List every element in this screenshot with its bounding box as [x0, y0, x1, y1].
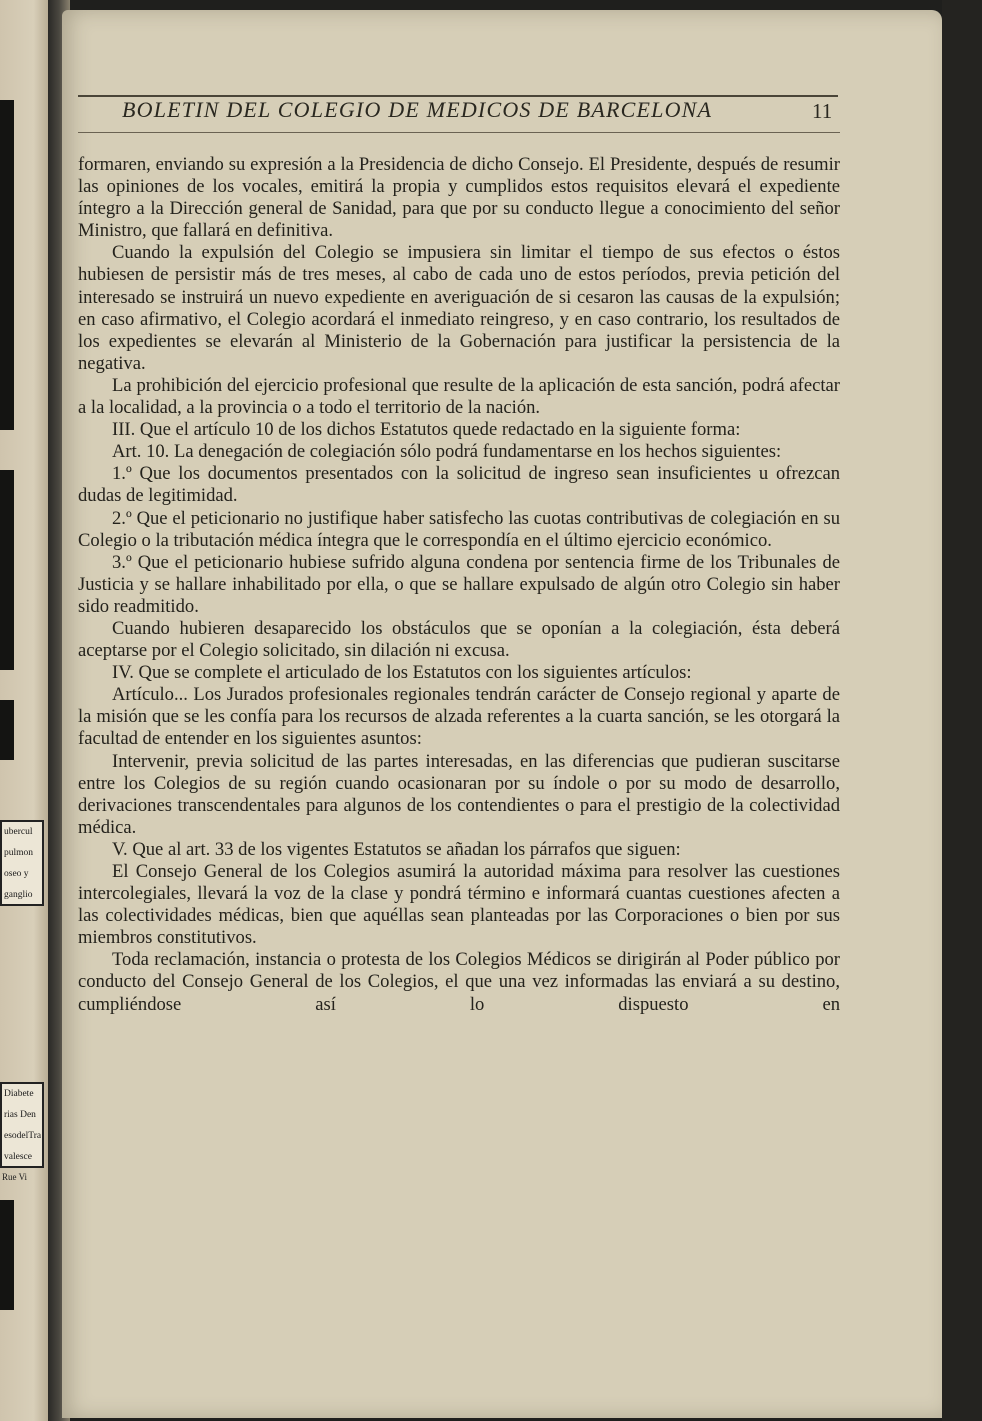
fragment-line: esodelTra [4, 1131, 42, 1141]
binding-strip [0, 0, 48, 1421]
scan-edge [942, 0, 982, 1421]
running-header-title: BOLETIN DEL COLEGIO DE MEDICOS DE BARCELONA [122, 97, 713, 122]
paragraph: formaren, enviando su expresión a la Presidencia de dicho Consejo. El Presidente, después de resumir las opiniones de los vocales, emitirá la propia y cumplidos estos requisitos elevará el expediente íntegro a la Dirección general de Sanidad, para que por su conducto llegue a conocimiento del señor Ministro, que fallará en definitiva. [78, 154, 840, 242]
page-number: 11 [812, 99, 833, 123]
paragraph: Art. 10. La denegación de colegiación sólo podrá fundamentarse en los hechos siguientes: [112, 441, 782, 463]
binding-mark [0, 100, 14, 430]
binding-mark [0, 700, 14, 760]
fragment-line: ganglio [4, 890, 33, 900]
previous-page-label-top [0, 820, 44, 906]
previous-page-label-bottom [0, 1082, 44, 1168]
paragraph: Intervenir, previa solicitud de las partes interesadas, en las diferencias que pudieran suscitarse entre los Colegios de su región cuando ocasionaran por su índole o por su modo de desarrollo, derivaciones transcendentales para algunos de los contendientes o para el prestigio de la colectividad médica. [78, 750, 840, 838]
binding-mark [0, 470, 14, 670]
paragraph: V. Que al art. 33 de los vigentes Estatutos se añadan los párrafos que siguen: [112, 838, 681, 860]
fragment-line: valesce [4, 1152, 32, 1162]
paragraph: 1.º Que los documentos presentados con la solicitud de ingreso sean insuficientes u ofrezcan dudas de legitimidad. [78, 463, 840, 507]
fragment-line: pulmon [4, 848, 34, 858]
paragraph: El Consejo General de los Colegios asumirá la autoridad máxima para resolver las cuestiones intercolegiales, llevará la voz de la clase y pondrá término e informará cuantas cuestiones afecten a las colectividades médicas, bien que aquéllas sean planteadas por las Corporaciones o bien por sus miembros constitutivos. [78, 861, 840, 949]
body-text [78, 154, 840, 1016]
header-rule [78, 132, 840, 133]
binding-mark [0, 1200, 14, 1310]
paragraph: IV. Que se complete el articulado de los Estatutos con los siguientes artículos: [112, 662, 692, 684]
paragraph: La prohibición del ejercicio profesional que resulte de la aplicación de esta sanción, podrá afectar a la localidad, a la provincia o a todo el territorio de la nación. [78, 374, 840, 419]
fragment-line: ubercul [4, 827, 33, 837]
paragraph: 3.º Que el peticionario hubiese sufrido alguna condena por sentencia firme de los Tribunales de Justicia y se hallare inhabilitado por ella, o que se hallare expulsado de algún otro Colegio sin haber sido readmitido. [78, 551, 840, 617]
paragraph: Artículo... Los Jurados profesionales regionales tendrán carácter de Consejo regional y aparte de la misión que se les confía para los recursos de alzada referentes a la cuarta sanción, se les otorgará la facultad de entender en los siguientes asuntos: [78, 684, 840, 750]
paragraph: III. Que el artículo 10 de los dichos Estatutos quede redactado en la siguiente forma: [112, 419, 741, 441]
fragment-line: Diabete [4, 1089, 34, 1099]
fragment-line: rias Den [4, 1110, 36, 1120]
paragraph: Toda reclamación, instancia o protesta de los Colegios Médicos se dirigirán al Poder público por conducto del Consejo General de los Colegios, el que una vez informadas las enviará a su destino, cumpliéndose así lo dispuesto en [78, 949, 840, 1015]
fragment-line: oseo y [4, 869, 29, 879]
paragraph: Cuando hubieren desaparecido los obstáculos que se oponían a la colegiación, ésta deberá aceptarse por el Colegio solicitado, sin dilación ni excusa. [78, 617, 840, 662]
paragraph: Cuando la expulsión del Colegio se impusiera sin limitar el tiempo de sus efectos o éstos hubiesen de persistir más de tres meses, al cabo de cada uno de estos períodos, previa petición del interesado se instruirá un nuevo expediente en averiguación de si cesaron las causas de la expulsión; en caso afirmativo, el Colegio acordará el inmediato reingreso, y en caso contrario, los resultados de los expedientes se elevarán al Ministerio de la Gobernación para justificar la persistencia de la negativa. [78, 242, 840, 374]
previous-page-footer-word: Rue Vi [2, 1172, 28, 1182]
paragraph: 2.º Que el peticionario no justifique haber satisfecho las cuotas contributivas de colegiación en su Colegio o la tributación médica íntegra que le correspondía en el último ejercicio económico. [78, 507, 840, 551]
